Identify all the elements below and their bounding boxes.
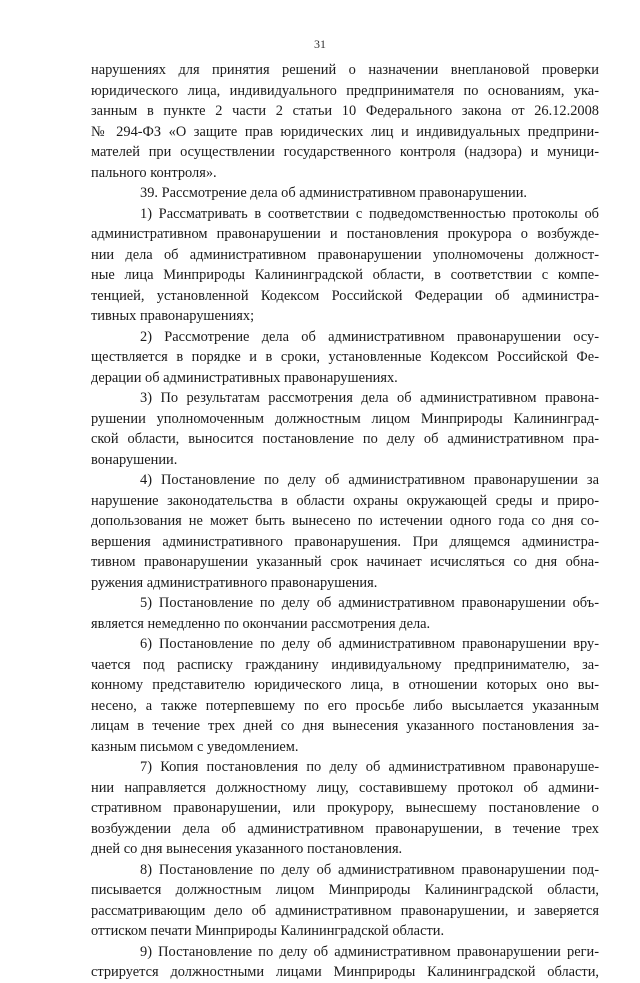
text-line: ществляется в порядке и в сроки, установленные Кодексом Российской Фе- — [91, 349, 599, 365]
text-line: вонарушении. — [91, 451, 178, 468]
text-line: тенцией, установленной Кодексом Российской Федерации об администра- — [91, 287, 599, 304]
text-line: 7) Копия постановления по делу об административном правонаруше- — [140, 759, 599, 775]
text-line: возбуждении дела об административном правонарушении, в течение трех — [91, 820, 599, 837]
text-line: несено, а также потерпевшему по его просьбе либо высылается указанным — [91, 697, 599, 714]
text-line: 3) По результатам рассмотрения дела об административном правона- — [140, 390, 599, 406]
document-body — [91, 60, 599, 983]
text-line: дерации об административных правонарушениях. — [91, 369, 398, 386]
text-line: нарушение законодательства в области охраны окружающей среды и приро- — [91, 492, 599, 509]
text-line: казным письмом с уведомлением. — [91, 738, 299, 755]
text-line: юридического лица, индивидуального предпринимателя по основаниям, ука- — [91, 82, 599, 99]
text-line: стрируется должностными лицами Минприроды Калининградской области, — [91, 964, 599, 980]
text-line: конному представителю юридического лица, в отношении которых оно вы- — [91, 677, 599, 693]
text-line: является немедленно по окончании рассмотрения дела. — [91, 615, 431, 632]
text-line: ные лица Минприроды Калининградской области, в соответствии с компе- — [91, 267, 599, 283]
text-line: допользования не может быть вынесено по истечении одного года со дня со- — [91, 513, 599, 529]
text-line: дней со дня вынесения указанного постановления. — [91, 841, 403, 857]
text-line: 8) Постановление по делу об административном правонарушении под- — [140, 861, 599, 878]
text-line: административном правонарушении и постановления прокурора о возбужде- — [91, 226, 599, 242]
text-line: вершения административного правонарушения. При длящемся администра- — [91, 533, 599, 550]
text-line: тивных правонарушениях; — [91, 308, 255, 324]
text-line: рушении уполномоченным должностным лицом Минприроды Калининград- — [91, 410, 599, 427]
text-line: 2) Рассмотрение дела об административном правонарушении осу- — [140, 328, 599, 345]
text-line: нарушениях для принятия решений о назначении внеплановой проверки — [91, 62, 599, 78]
text-line: № 294-ФЗ «О защите прав юридических лиц и индивидуальных предприни- — [91, 123, 599, 140]
text-line: чается под расписку гражданину индивидуальному предпринимателю, за- — [91, 656, 599, 673]
text-line: тивном правонарушении указанный срок начинает исчисляться со дня обна- — [91, 554, 599, 570]
text-line: 6) Постановление по делу об административном правонарушении вру- — [140, 636, 599, 652]
text-line: лицам в течение трех дней со дня вынесения указанного постановления за- — [91, 718, 599, 734]
text-line: ской области, выносится постановление по делу об административном пра- — [91, 431, 599, 447]
text-line: 1) Рассматривать в соответствии с подведомственностью протоколы об — [140, 205, 599, 222]
text-line: писывается должностным лицом Минприроды Калининградской области, — [91, 882, 599, 898]
text-line: 4) Постановление по делу об административном правонарушении за — [140, 472, 599, 488]
text-line: 39. Рассмотрение дела об административном правонарушении. — [140, 185, 528, 201]
text-line: оттиском печати Минприроды Калининградской области. — [91, 923, 445, 939]
text-line: 5) Постановление по делу об административном правонарушении объ- — [140, 595, 599, 611]
text-line: мателей при осуществлении государственного контроля (надзора) и муници- — [91, 144, 599, 160]
page-number: 31 — [314, 37, 326, 51]
text-line: стративном правонарушении, или прокурору, вынесшему постановление о — [91, 800, 599, 816]
text-line: ружения административного правонарушения. — [91, 574, 378, 591]
text-line: пального контроля». — [91, 164, 217, 181]
text-line: рассматривающим дело об административном правонарушении, и заверяется — [91, 902, 599, 919]
text-line: занным в пункте 2 части 2 статьи 10 Федерального закона от 26.12.2008 — [91, 103, 599, 119]
text-line: 9) Постановление по делу об административном правонарушении реги- — [140, 943, 599, 960]
text-line: нии направляется должностному лицу, составившему протокол об админи- — [91, 779, 599, 796]
text-line: нии дела об административном правонарушении уполномочены должност- — [91, 246, 599, 263]
